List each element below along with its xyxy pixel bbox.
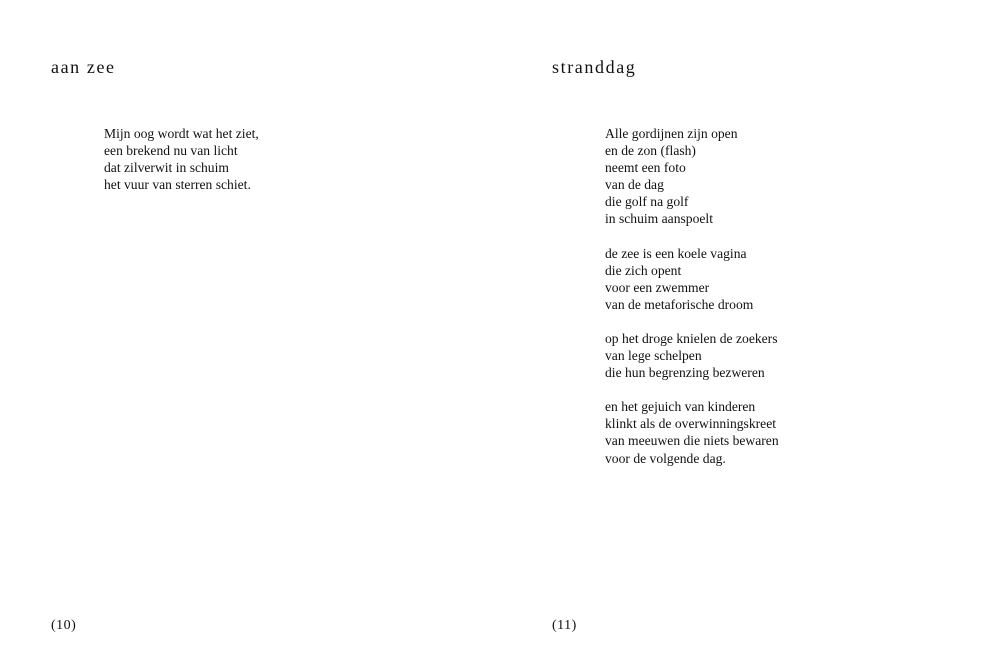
- poem-line: de zee is een koele vagina: [605, 245, 747, 261]
- poem-line: van de metaforische droom: [605, 296, 754, 312]
- poem-line: klinkt als de overwinningskreet: [605, 416, 777, 432]
- page-number: (11): [552, 618, 577, 633]
- stanza: [605, 245, 779, 313]
- poem-line: die hun begrenzing bezweren: [605, 365, 765, 381]
- poem-line: dat zilverwit in schuim: [104, 160, 229, 176]
- poem-line: Mijn oog wordt wat het ziet,: [104, 126, 259, 141]
- poem-line: en de zon (flash): [605, 143, 696, 159]
- stanza: [605, 125, 779, 228]
- poem-line: van lege schelpen: [605, 348, 702, 364]
- poem-line: op het droge knielen de zoekers: [605, 330, 778, 346]
- poem-title: aan zee: [51, 57, 116, 77]
- poem-line: het vuur van sterren schiet.: [104, 177, 251, 193]
- poem-line: Alle gordijnen zijn open: [605, 126, 738, 141]
- poem-line: neemt een foto: [605, 160, 686, 176]
- right-page: [501, 0, 1002, 668]
- poem-body: [104, 125, 259, 193]
- poem-line: voor een zwemmer: [605, 279, 710, 295]
- stanza: [605, 398, 779, 466]
- poem-line: die golf na golf: [605, 194, 689, 210]
- page-number: (10): [51, 618, 77, 633]
- stanza: [104, 125, 259, 193]
- poem-title: stranddag: [552, 57, 637, 77]
- poem-line: die zich opent: [605, 262, 682, 278]
- stanza: [605, 330, 779, 381]
- poem-line: van meeuwen die niets bewaren: [605, 433, 779, 449]
- poem-line: een brekend nu van licht: [104, 143, 238, 159]
- poem-line: voor de volgende dag.: [605, 450, 726, 466]
- poem-line: in schuim aanspoelt: [605, 211, 713, 227]
- poem-line: en het gejuich van kinderen: [605, 399, 756, 415]
- poem-line: van de dag: [605, 177, 664, 193]
- poem-body: [605, 125, 779, 467]
